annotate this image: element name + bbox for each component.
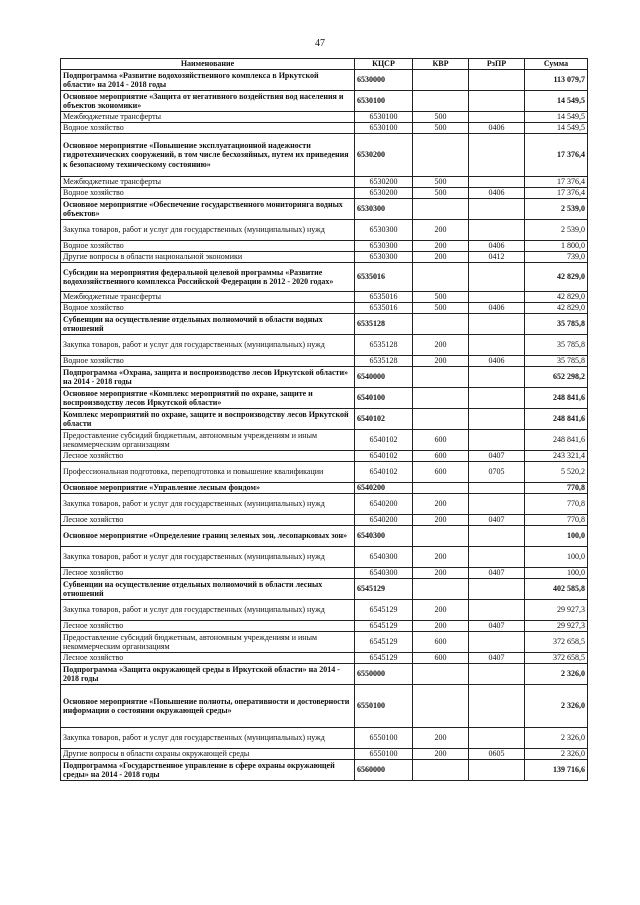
cell-kvr: 200	[413, 220, 469, 241]
cell-name: Водное хозяйство	[61, 356, 355, 367]
cell-sum: 17 376,4	[525, 188, 588, 199]
cell-sum: 42 829,0	[525, 263, 588, 292]
cell-sum: 2 539,0	[525, 220, 588, 241]
cell-rzpr	[469, 664, 525, 685]
cell-code: 6540102	[355, 462, 413, 483]
cell-kvr: 500	[413, 303, 469, 314]
cell-name: Межбюджетные трансферты	[61, 292, 355, 303]
cell-code: 6540300	[355, 568, 413, 579]
cell-kvr: 500	[413, 177, 469, 188]
cell-rzpr	[469, 70, 525, 91]
cell-kvr	[413, 134, 469, 177]
table-row	[61, 367, 588, 388]
cell-rzpr	[469, 547, 525, 568]
cell-kvr: 200	[413, 494, 469, 515]
cell-rzpr: 0407	[469, 653, 525, 664]
cell-rzpr	[469, 409, 525, 430]
cell-kvr: 200	[413, 749, 469, 760]
cell-code: 6530300	[355, 252, 413, 263]
table-row	[61, 188, 588, 199]
cell-rzpr: 0605	[469, 749, 525, 760]
cell-kvr	[413, 314, 469, 335]
cell-sum: 770,8	[525, 515, 588, 526]
cell-rzpr	[469, 220, 525, 241]
cell-name: Лесное хозяйство	[61, 451, 355, 462]
cell-name: Предоставление субсидий бюджетным, автономным учреждениям и иным некоммерческим организациям	[61, 632, 355, 653]
cell-rzpr	[469, 199, 525, 220]
cell-sum: 100,0	[525, 547, 588, 568]
cell-name: Подпрограмма «Защита окружающей среды в Иркутской области» на 2014 - 2018 годы	[61, 664, 355, 685]
cell-rzpr: 0407	[469, 451, 525, 462]
cell-name: Основное мероприятие «Повышение эксплуатационной надежности гидротехнических сооружений, в том числе бесхозяйных, путем их приведения к безопасному техническому состоянию»	[61, 134, 355, 177]
cell-kvr	[413, 760, 469, 781]
cell-sum: 100,0	[525, 568, 588, 579]
cell-code: 6530300	[355, 199, 413, 220]
table-header-row	[61, 59, 588, 70]
cell-sum: 100,0	[525, 526, 588, 547]
cell-code: 6545129	[355, 579, 413, 600]
cell-name: Лесное хозяйство	[61, 621, 355, 632]
cell-code: 6535128	[355, 335, 413, 356]
cell-rzpr: 0412	[469, 252, 525, 263]
cell-kvr	[413, 367, 469, 388]
cell-sum: 739,0	[525, 252, 588, 263]
cell-kvr	[413, 483, 469, 494]
table-row	[61, 600, 588, 621]
cell-name: Водное хозяйство	[61, 241, 355, 252]
cell-kvr: 500	[413, 188, 469, 199]
cell-name: Предоставление субсидий бюджетным, автономным учреждениям и иным некоммерческим организациям	[61, 430, 355, 451]
cell-name: Лесное хозяйство	[61, 568, 355, 579]
table-row	[61, 653, 588, 664]
cell-name: Субвенции на осуществление отдельных полномочий в области лесных отношений	[61, 579, 355, 600]
table-row	[61, 134, 588, 177]
cell-kvr: 500	[413, 112, 469, 123]
cell-sum: 35 785,8	[525, 335, 588, 356]
table-row	[61, 356, 588, 367]
cell-rzpr: 0406	[469, 303, 525, 314]
cell-kvr	[413, 91, 469, 112]
cell-rzpr	[469, 600, 525, 621]
cell-kvr: 200	[413, 356, 469, 367]
cell-rzpr	[469, 632, 525, 653]
cell-kvr	[413, 526, 469, 547]
table-row	[61, 685, 588, 728]
table-row	[61, 292, 588, 303]
cell-sum: 42 829,0	[525, 303, 588, 314]
cell-code: 6535016	[355, 303, 413, 314]
cell-name: Межбюджетные трансферты	[61, 177, 355, 188]
cell-rzpr	[469, 91, 525, 112]
table-row	[61, 728, 588, 749]
cell-code: 6535128	[355, 356, 413, 367]
cell-sum: 2 326,0	[525, 685, 588, 728]
cell-rzpr: 0406	[469, 356, 525, 367]
cell-rzpr	[469, 388, 525, 409]
cell-rzpr	[469, 526, 525, 547]
table-row	[61, 263, 588, 292]
cell-kvr: 200	[413, 621, 469, 632]
cell-rzpr: 0705	[469, 462, 525, 483]
cell-name: Закупка товаров, работ и услуг для государственных (муниципальных) нужд	[61, 600, 355, 621]
cell-kvr	[413, 664, 469, 685]
cell-name: Другие вопросы в области национальной экономики	[61, 252, 355, 263]
cell-rzpr	[469, 728, 525, 749]
cell-rzpr: 0407	[469, 568, 525, 579]
cell-sum: 372 658,5	[525, 653, 588, 664]
cell-sum: 17 376,4	[525, 134, 588, 177]
cell-name: Закупка товаров, работ и услуг для государственных (муниципальных) нужд	[61, 335, 355, 356]
table-row	[61, 388, 588, 409]
cell-kvr	[413, 263, 469, 292]
table-row	[61, 123, 588, 134]
cell-name: Субвенции на осуществление отдельных полномочий в области водных отношений	[61, 314, 355, 335]
table-row	[61, 760, 588, 781]
cell-kvr	[413, 685, 469, 728]
table-row	[61, 462, 588, 483]
cell-code: 6560000	[355, 760, 413, 781]
cell-sum: 372 658,5	[525, 632, 588, 653]
cell-sum: 770,8	[525, 494, 588, 515]
cell-code: 6540000	[355, 367, 413, 388]
header-kvr: КВР	[413, 59, 469, 70]
table-row	[61, 483, 588, 494]
cell-kvr: 600	[413, 632, 469, 653]
cell-name: Водное хозяйство	[61, 188, 355, 199]
cell-rzpr	[469, 314, 525, 335]
cell-kvr	[413, 199, 469, 220]
cell-rzpr	[469, 483, 525, 494]
cell-code: 6540102	[355, 451, 413, 462]
cell-kvr	[413, 388, 469, 409]
table-row	[61, 515, 588, 526]
cell-rzpr	[469, 177, 525, 188]
cell-name: Основное мероприятие «Управление лесным фондом»	[61, 483, 355, 494]
cell-code: 6540300	[355, 547, 413, 568]
cell-rzpr: 0407	[469, 621, 525, 632]
cell-name: Основное мероприятие «Повышение полноты, оперативности и достоверности информации о состоянии окружающей среды»	[61, 685, 355, 728]
cell-kvr: 200	[413, 515, 469, 526]
cell-sum: 139 716,6	[525, 760, 588, 781]
cell-code: 6535128	[355, 314, 413, 335]
cell-code: 6530000	[355, 70, 413, 91]
cell-sum: 29 927,3	[525, 600, 588, 621]
cell-name: Подпрограмма «Государственное управление в сфере охраны окружающей среды» на 2014 - 2018 годы	[61, 760, 355, 781]
cell-name: Комплекс мероприятий по охране, защите и воспроизводству лесов Иркутской области	[61, 409, 355, 430]
cell-code: 6530300	[355, 220, 413, 241]
cell-name: Субсидии на мероприятия федеральной целевой программы «Развитие водохозяйственного комплекса Российской Федерации в 2012 - 2020 годах»	[61, 263, 355, 292]
cell-kvr: 500	[413, 292, 469, 303]
table-row	[61, 632, 588, 653]
cell-code: 6550100	[355, 728, 413, 749]
cell-kvr: 600	[413, 653, 469, 664]
cell-sum: 248 841,6	[525, 388, 588, 409]
cell-name: Межбюджетные трансферты	[61, 112, 355, 123]
cell-rzpr	[469, 430, 525, 451]
cell-kvr: 200	[413, 547, 469, 568]
cell-code: 6530200	[355, 134, 413, 177]
cell-name: Другие вопросы в области охраны окружающей среды	[61, 749, 355, 760]
budget-table	[60, 58, 588, 781]
header-sum: Сумма	[525, 59, 588, 70]
header-rzpr: РзПР	[469, 59, 525, 70]
header-code: КЦСР	[355, 59, 413, 70]
cell-name: Подпрограмма «Развитие водохозяйственного комплекса в Иркутской области» на 2014 - 2018 годы	[61, 70, 355, 91]
cell-sum: 2 539,0	[525, 199, 588, 220]
cell-name: Основное мероприятие «Комплекс мероприятий по охране, защите и воспроизводству лесов Иркутской области»	[61, 388, 355, 409]
cell-code: 6540200	[355, 515, 413, 526]
cell-name: Лесное хозяйство	[61, 515, 355, 526]
cell-kvr: 600	[413, 451, 469, 462]
cell-code: 6550100	[355, 749, 413, 760]
table-row	[61, 177, 588, 188]
cell-kvr: 600	[413, 430, 469, 451]
cell-sum: 248 841,6	[525, 409, 588, 430]
cell-code: 6545129	[355, 632, 413, 653]
cell-name: Основное мероприятие «Защита от негативного воздействия вод населения и объектов экономики»	[61, 91, 355, 112]
table-row	[61, 112, 588, 123]
cell-rzpr	[469, 685, 525, 728]
cell-code: 6550000	[355, 664, 413, 685]
table-row	[61, 451, 588, 462]
cell-sum: 652 298,2	[525, 367, 588, 388]
cell-name: Закупка товаров, работ и услуг для государственных (муниципальных) нужд	[61, 220, 355, 241]
cell-rzpr: 0406	[469, 188, 525, 199]
cell-sum: 17 376,4	[525, 177, 588, 188]
table-row	[61, 430, 588, 451]
cell-sum: 14 549,5	[525, 91, 588, 112]
cell-kvr: 200	[413, 252, 469, 263]
table-row	[61, 335, 588, 356]
cell-sum: 243 321,4	[525, 451, 588, 462]
cell-code: 6545129	[355, 621, 413, 632]
table-row	[61, 526, 588, 547]
cell-code: 6540200	[355, 494, 413, 515]
table-row	[61, 91, 588, 112]
cell-code: 6535016	[355, 292, 413, 303]
table-row	[61, 494, 588, 515]
cell-code: 6545129	[355, 600, 413, 621]
cell-code: 6530100	[355, 91, 413, 112]
cell-sum: 113 079,7	[525, 70, 588, 91]
cell-kvr: 200	[413, 241, 469, 252]
cell-name: Водное хозяйство	[61, 123, 355, 134]
cell-sum: 770,8	[525, 483, 588, 494]
table-row	[61, 749, 588, 760]
table-row	[61, 303, 588, 314]
cell-code: 6540100	[355, 388, 413, 409]
cell-code: 6530200	[355, 188, 413, 199]
cell-code: 6540102	[355, 409, 413, 430]
cell-sum: 35 785,8	[525, 356, 588, 367]
cell-name: Закупка товаров, работ и услуг для государственных (муниципальных) нужд	[61, 547, 355, 568]
cell-code: 6530100	[355, 123, 413, 134]
cell-code: 6540102	[355, 430, 413, 451]
table-row	[61, 579, 588, 600]
cell-sum: 35 785,8	[525, 314, 588, 335]
cell-rzpr: 0406	[469, 123, 525, 134]
cell-sum: 1 800,0	[525, 241, 588, 252]
table-row	[61, 220, 588, 241]
cell-kvr: 500	[413, 123, 469, 134]
cell-rzpr	[469, 292, 525, 303]
cell-rzpr	[469, 134, 525, 177]
table-row	[61, 241, 588, 252]
cell-sum: 2 326,0	[525, 728, 588, 749]
cell-name: Подпрограмма «Охрана, защита и воспроизводство лесов Иркутской области» на 2014 - 2018 годы	[61, 367, 355, 388]
cell-name: Лесное хозяйство	[61, 653, 355, 664]
cell-rzpr	[469, 335, 525, 356]
page-number: 47	[315, 38, 325, 49]
cell-rzpr	[469, 263, 525, 292]
table-body	[61, 70, 588, 781]
cell-name: Основное мероприятие «Обеспечение государственного мониторинга водных объектов»	[61, 199, 355, 220]
table-row	[61, 199, 588, 220]
cell-name: Закупка товаров, работ и услуг для государственных (муниципальных) нужд	[61, 728, 355, 749]
table-row	[61, 314, 588, 335]
cell-sum: 29 927,3	[525, 621, 588, 632]
cell-sum: 2 326,0	[525, 664, 588, 685]
cell-rzpr	[469, 760, 525, 781]
cell-kvr	[413, 409, 469, 430]
cell-code: 6540300	[355, 526, 413, 547]
cell-sum: 14 549,5	[525, 123, 588, 134]
cell-code: 6545129	[355, 653, 413, 664]
cell-kvr: 200	[413, 728, 469, 749]
cell-sum: 248 841,6	[525, 430, 588, 451]
cell-code: 6540200	[355, 483, 413, 494]
cell-sum: 42 829,0	[525, 292, 588, 303]
cell-sum: 14 549,5	[525, 112, 588, 123]
cell-sum: 5 520,2	[525, 462, 588, 483]
cell-code: 6535016	[355, 263, 413, 292]
cell-code: 6550100	[355, 685, 413, 728]
table-row	[61, 547, 588, 568]
cell-kvr: 200	[413, 600, 469, 621]
cell-code: 6530200	[355, 177, 413, 188]
table-row	[61, 664, 588, 685]
cell-rzpr	[469, 579, 525, 600]
table-row	[61, 568, 588, 579]
cell-name: Основное мероприятие «Определение границ зеленых зон, лесопарковых зон»	[61, 526, 355, 547]
cell-name: Профессиональная подготовка, переподготовка и повышение квалификации	[61, 462, 355, 483]
cell-rzpr: 0406	[469, 241, 525, 252]
cell-rzpr	[469, 494, 525, 515]
cell-kvr	[413, 579, 469, 600]
cell-name: Закупка товаров, работ и услуг для государственных (муниципальных) нужд	[61, 494, 355, 515]
cell-rzpr	[469, 367, 525, 388]
table-row	[61, 70, 588, 91]
table-row	[61, 409, 588, 430]
cell-kvr: 200	[413, 335, 469, 356]
cell-rzpr	[469, 112, 525, 123]
cell-sum: 2 326,0	[525, 749, 588, 760]
cell-code: 6530100	[355, 112, 413, 123]
cell-code: 6530300	[355, 241, 413, 252]
cell-name: Водное хозяйство	[61, 303, 355, 314]
header-name: Наименование	[61, 59, 355, 70]
cell-kvr: 200	[413, 568, 469, 579]
cell-sum: 402 585,8	[525, 579, 588, 600]
table-row	[61, 621, 588, 632]
cell-kvr: 600	[413, 462, 469, 483]
table-row	[61, 252, 588, 263]
cell-rzpr: 0407	[469, 515, 525, 526]
cell-kvr	[413, 70, 469, 91]
